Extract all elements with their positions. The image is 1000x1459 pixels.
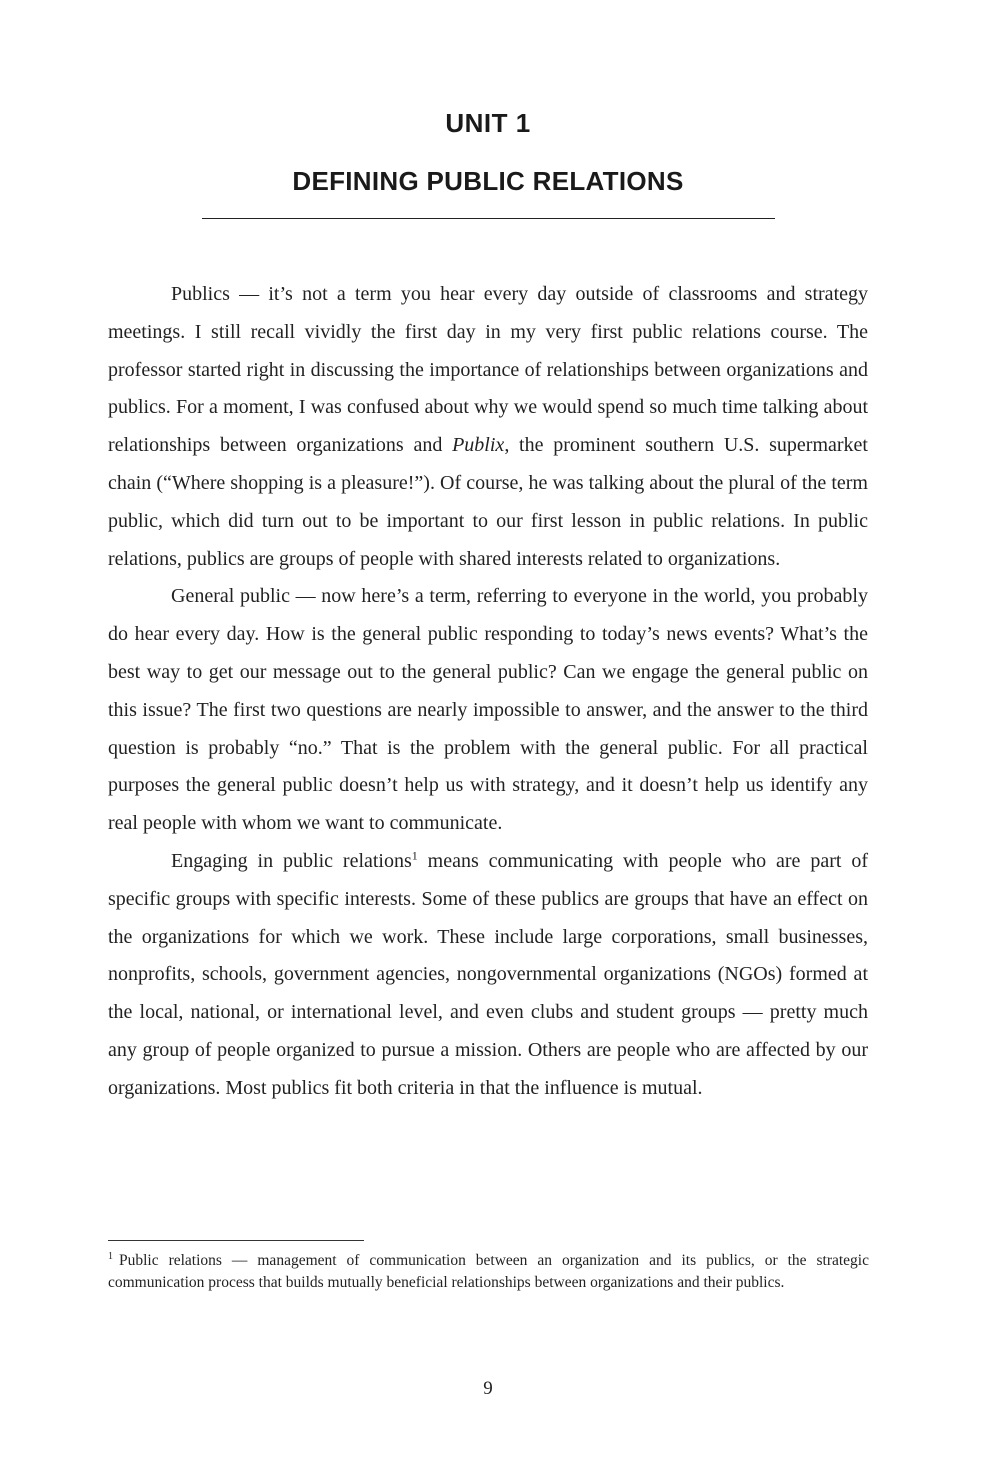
title-divider <box>202 218 775 219</box>
paragraph-text: Publics — it’s not a term you hear every day outside of classrooms and strategy meetings. I still recall vividly the first day in my very first public relations course. The professor started right in discussing the importance of relationships between organizations and publics. For a moment, I was confused about why we would spend so much time talking about relationships between organizations and <box>108 283 868 457</box>
italic-term: Publix <box>452 434 505 457</box>
paragraph-engaging <box>108 843 868 1108</box>
paragraph-text: means communicating with people who are part of specific groups with specific interests. Some of these publics are groups that have an effect on the organizations for which we work. These include large corporations, small businesses, nonprofits, schools, government agencies, nongovernmental organizations (NGOs) formed at the local, national, or international level, and even clubs and student groups — pretty much any group of people organized to pursue a mission. Others are people who are affected by our organizations. Most publics fit both criteria in that the influence is mutual. <box>108 849 868 1099</box>
paragraph-text: General public — now here’s a term, referring to everyone in the world, you probably do hear every day. How is the general public responding to today’s news events? What’s the best way to get our message out to the general public? Can we engage the general public on this issue? The first two questions are nearly impossible to answer, and the answer to the third question is probably “no.” That is the problem with the general public. For all practical purposes the general public doesn’t help us with strategy, and it doesn’t help us identify any real people with whom we want to communicate. <box>108 585 868 835</box>
footnote-divider <box>108 1240 364 1241</box>
footnote-text: Public relations — management of communication between an organization and its publics, or the strategic communication process that builds mutually beneficial relationships between organizations and their publics. <box>108 1252 869 1291</box>
chapter-title: DEFINING PUBLIC RELATIONS <box>292 166 684 196</box>
paragraph-text: , the prominent southern U.S. supermarket chain (“Where shopping is a pleasure!”). Of course, he was talking about the plural of the term public, which did turn out to be important to our first lesson in public relations. In public relations, publics are groups of people with shared interests related to organizations. <box>108 434 868 570</box>
footnote-reference[interactable]: 1 <box>411 848 418 863</box>
page-number: 9 <box>483 1378 493 1399</box>
footnote <box>108 1250 869 1293</box>
paragraph-general-public <box>108 578 868 843</box>
footnote-mark: 1 <box>108 1250 113 1262</box>
paragraph-text: Engaging in public relations <box>171 849 412 872</box>
unit-heading: UNIT 1 <box>445 108 531 138</box>
paragraph-publics <box>108 276 868 578</box>
body-text <box>108 276 868 1108</box>
